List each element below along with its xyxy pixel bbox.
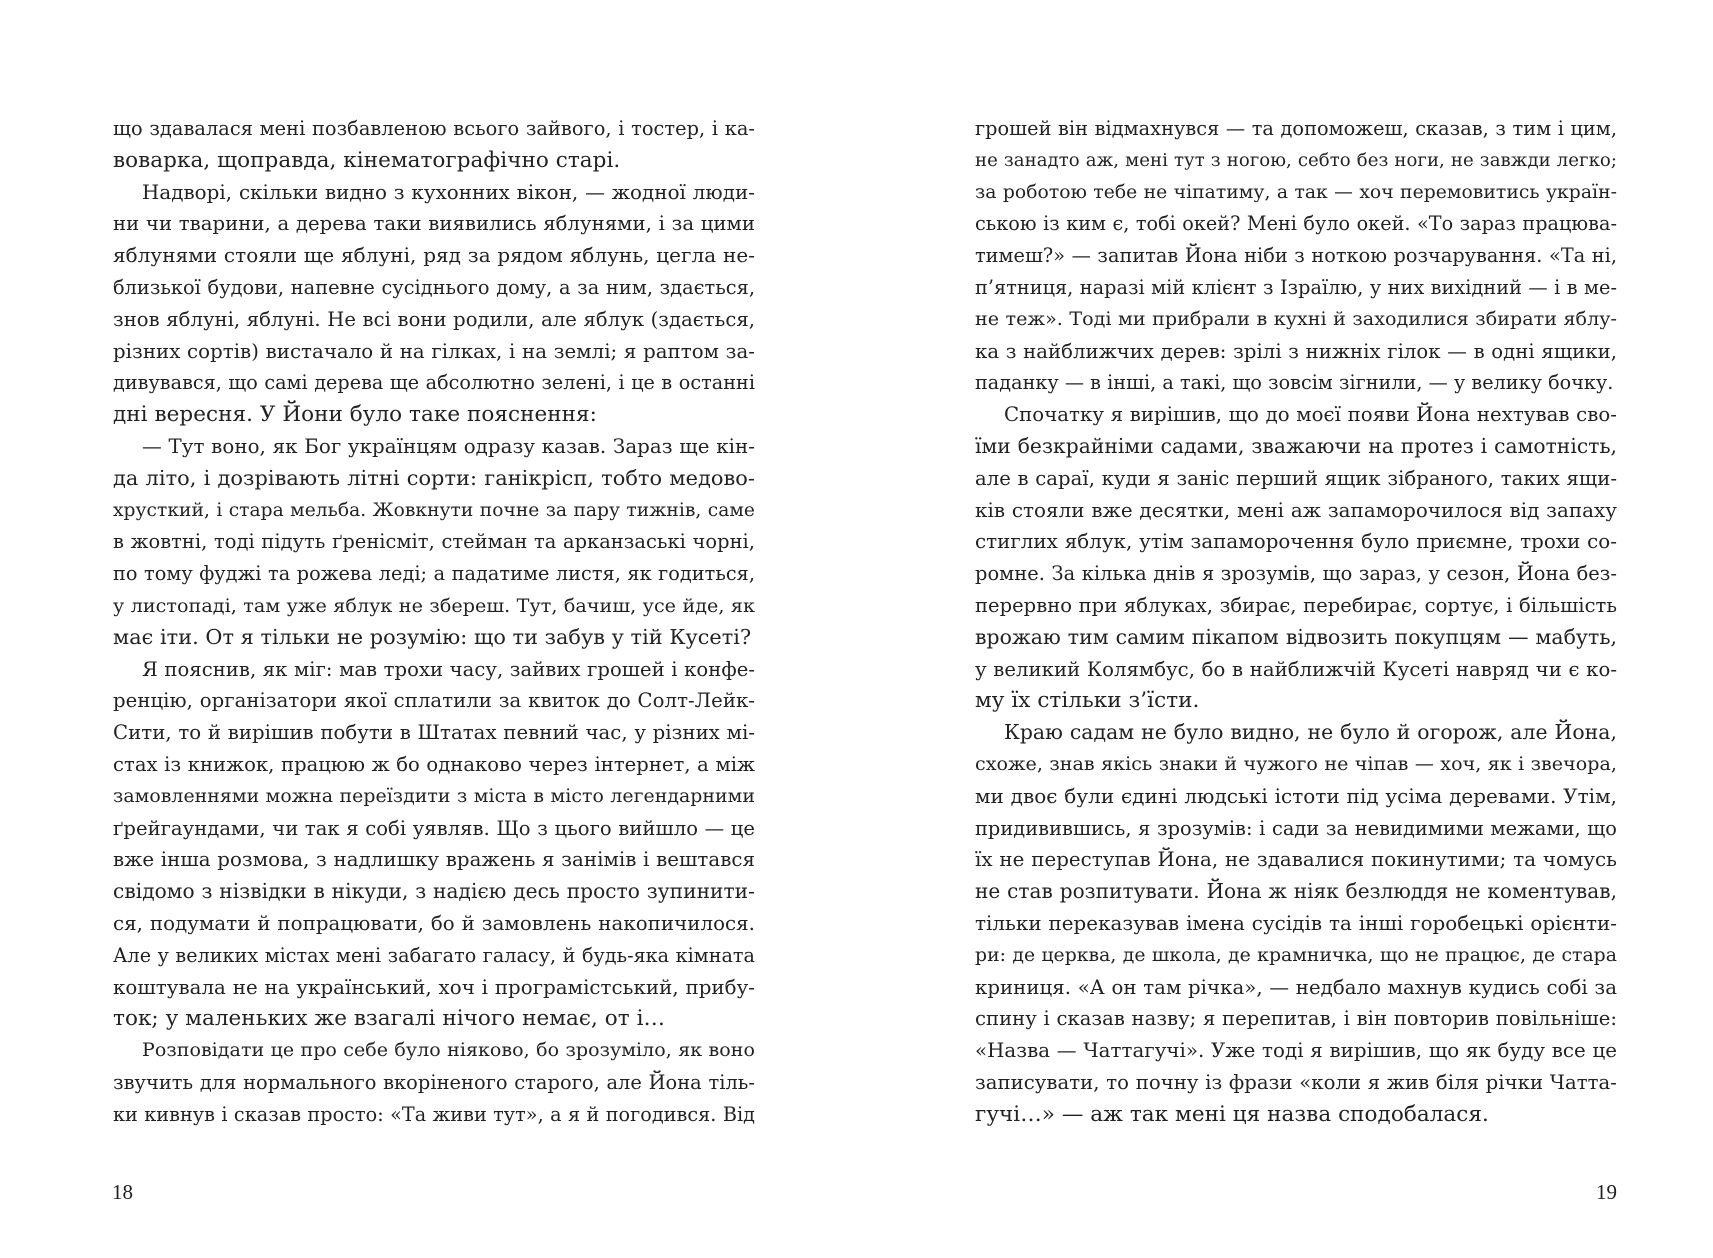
text-line: грошей він відмахнувся — та допоможеш, сказав, з тим і цим, (975, 117, 1617, 140)
text-line: схоже, знав якісь знаки й чужого не чіпав — хоч, як і звечора, (975, 752, 1617, 775)
text-line: Але у великих містах мені забагато галасу, й будь-яка кімната (113, 943, 755, 967)
page-number-right: 19 (1596, 1180, 1617, 1204)
text-line: стиглих яблук, утім запаморочення було приємне, трохи со- (975, 530, 1617, 554)
text-line: да літо, і дозрівають літні сорти: ганікрісп, тобто медово- (113, 465, 755, 490)
text-line: ґрейгаундами, чи так я собі уявляв. Що з цього вийшло — це (113, 816, 755, 840)
text-line: знов яблуні, яблуні. Не всі вони родили, але яблук (здається, (113, 307, 755, 331)
text-line: дивувався, що самі дерева ще абсолютно зелені, і це в останні (113, 371, 755, 395)
text-line: близької будови, напевне сусіднього дому, а за ним, здається, (113, 275, 755, 299)
page-number-left: 18 (112, 1180, 133, 1204)
text-line: Сити, то й вирішив побути в Штатах певний час, у різних мі- (113, 721, 755, 745)
text-line: Розповідати це про себе було ніяково, бо зрозуміло, як воно (142, 1039, 755, 1062)
text-line: у листопаді, там уже яблук не збереш. Тут, бачиш, усе йде, як (113, 593, 755, 617)
text-line: дні вересня. У Йони було таке пояснення: (113, 402, 597, 428)
text-line: паданку — в інші, а такі, що зовсім зігнили, — у велику бочку. (975, 371, 1614, 395)
text-line: не теж». Тоді ми прибрали в кухні й заходилися збирати яблу- (975, 307, 1617, 330)
text-line: криниця. «А он там річка», — недбало махнув кудись собі за (975, 975, 1617, 999)
text-line: ни чи тварини, а дерева таки виявились яблунями, і за цими (113, 212, 755, 236)
text-line: ків стояли вже десятки, мені аж запаморочилося від запаху (975, 498, 1617, 522)
text-line: звучить для нормального вкоріненого старого, але Йона тіль- (113, 1070, 755, 1094)
text-line: воварка, щоправда, кінематографічно старі. (113, 147, 621, 173)
text-line: спину і сказав назву; я перепитав, і він повторив повільніше: (975, 1007, 1617, 1031)
text-line: записувати, то почну із фрази «коли я жив біля річки Чатта- (975, 1070, 1617, 1094)
text-line: Краю садам не було видно, не було й огорож, але Йона, (1004, 720, 1617, 745)
text-line: врожаю тим самим пікапом відвозить покупцям — мабуть, (975, 624, 1617, 649)
text-line: яблунями стояли ще яблуні, ряд за рядом яблунь, цегла не- (113, 243, 755, 268)
text-line: замовленнями можна переїздити з міста в місто легендарними (113, 784, 755, 807)
right-page (856, 0, 1713, 1258)
text-line: перервно при яблуках, збирає, перебирає, сортує, і більшість (975, 593, 1617, 617)
text-line: в жовтні, тоді підуть ґренісміт, стейман та арканзаські чорні, (113, 530, 755, 554)
text-line: ською із ким є, тобі окей? Мені було окей. «То зараз працюва- (975, 212, 1617, 236)
text-line: п’ятниця, наразі мій клієнт з Ізраїлю, у них вихідний — і в ме- (975, 275, 1617, 299)
text-line: стах із книжок, працюю ж бо однаково через інтернет, а між (113, 752, 755, 776)
right-page-text (975, 113, 1617, 1131)
text-line: ромне. За кілька днів я зрозумів, що зараз, у сезон, Йона без- (975, 562, 1617, 586)
text-line: «Назва — Чаттагучі». Уже тоді я вирішив, що як буду все це (975, 1039, 1617, 1063)
left-page (0, 0, 856, 1258)
text-line: їми безкрайніми садами, зважаючи на протез і самотність, (975, 433, 1617, 458)
text-line: Надворі, скільки видно з кухонних вікон, — жодної люди- (142, 180, 755, 204)
text-line: Я пояснив, як міг: мав трохи часу, зайвих грошей і конфе- (142, 657, 755, 681)
left-page-text (113, 113, 755, 1131)
text-line: за роботою тебе не чіпатиму, а так — хоч перемовитись україн- (975, 181, 1617, 203)
text-line: ри: де церква, де школа, де крамничка, що не працює, де стара (975, 944, 1617, 966)
text-line: гучі…» — аж так мені ця назва сподобалася. (975, 1101, 1489, 1127)
text-line: ток; у маленьких же взагалі нічого немає, от і… (113, 1006, 666, 1032)
text-line: ки кивнув і сказав просто: «Та живи тут», а я й погодився. Від (113, 1102, 755, 1126)
text-line: по тому фуджі та рожева леді; а падатиме листя, як годиться, (113, 562, 755, 586)
text-line: різних сортів) вистачало й на гілках, і на землі; я раптом за- (113, 339, 755, 363)
text-line: тільки переказував імена сусідів та інші горобецькі орієнти- (975, 911, 1617, 935)
text-line: ся, подумати й попрацювати, бо й замовлень накопичилося. (113, 911, 755, 935)
text-line: придивившись, я зрозумів: і сади за невидимими межами, що (975, 816, 1617, 840)
text-line: коштувала не на український, хоч і програмістський, прибу- (113, 975, 755, 999)
text-line: ренцію, організатори якої сплатили за квиток до Солт-Лейк- (113, 689, 755, 713)
text-line: му їх стільки з’їсти. (975, 688, 1200, 714)
text-line: що здавалася мені позбавленою всього зайвого, і тостер, і ка- (113, 117, 755, 140)
text-line: вже інша розмова, з надлишку вражень я занімів і вештався (113, 848, 755, 872)
text-line: у великий Колямбус, бо в найближчій Кусеті навряд чи є ко- (975, 657, 1617, 681)
text-line: хрусткий, і стара мельба. Жовкнути почне за пару тижнів, саме (113, 499, 755, 521)
text-line: не занадто аж, мені тут з ногою, себто без ноги, не завжди легко; (975, 149, 1617, 171)
text-line: не став розпитувати. Йона ж ніяк безлюддя не коментував, (975, 879, 1617, 904)
text-line: Спочатку я вирішив, що до моєї появи Йона нехтував сво- (1004, 403, 1617, 427)
text-line: але в сараї, куди я заніс перший ящик зібраного, таких ящи- (975, 466, 1617, 490)
text-line: ка з найближчих дерев: зрілі з нижніх гілок — в одні ящики, (975, 339, 1617, 363)
text-line: — Тут воно, як Бог українцям одразу казав. Зараз ще кін- (142, 434, 755, 458)
text-line: свідомо з нізвідки в нікуди, з надією десь просто зупинити- (113, 879, 755, 904)
text-line: має іти. От я тільки не розумію: що ти забув у тій Кусеті? (113, 624, 752, 649)
text-line: їх не переступав Йона, не здавалися покинутими; та чомусь (975, 848, 1617, 872)
text-line: ми двоє були єдині людські істоти під усіма деревами. Утім, (975, 784, 1617, 808)
text-line: тимеш?» — запитав Йона ніби з ноткою розчарування. «Та ні, (975, 244, 1617, 268)
